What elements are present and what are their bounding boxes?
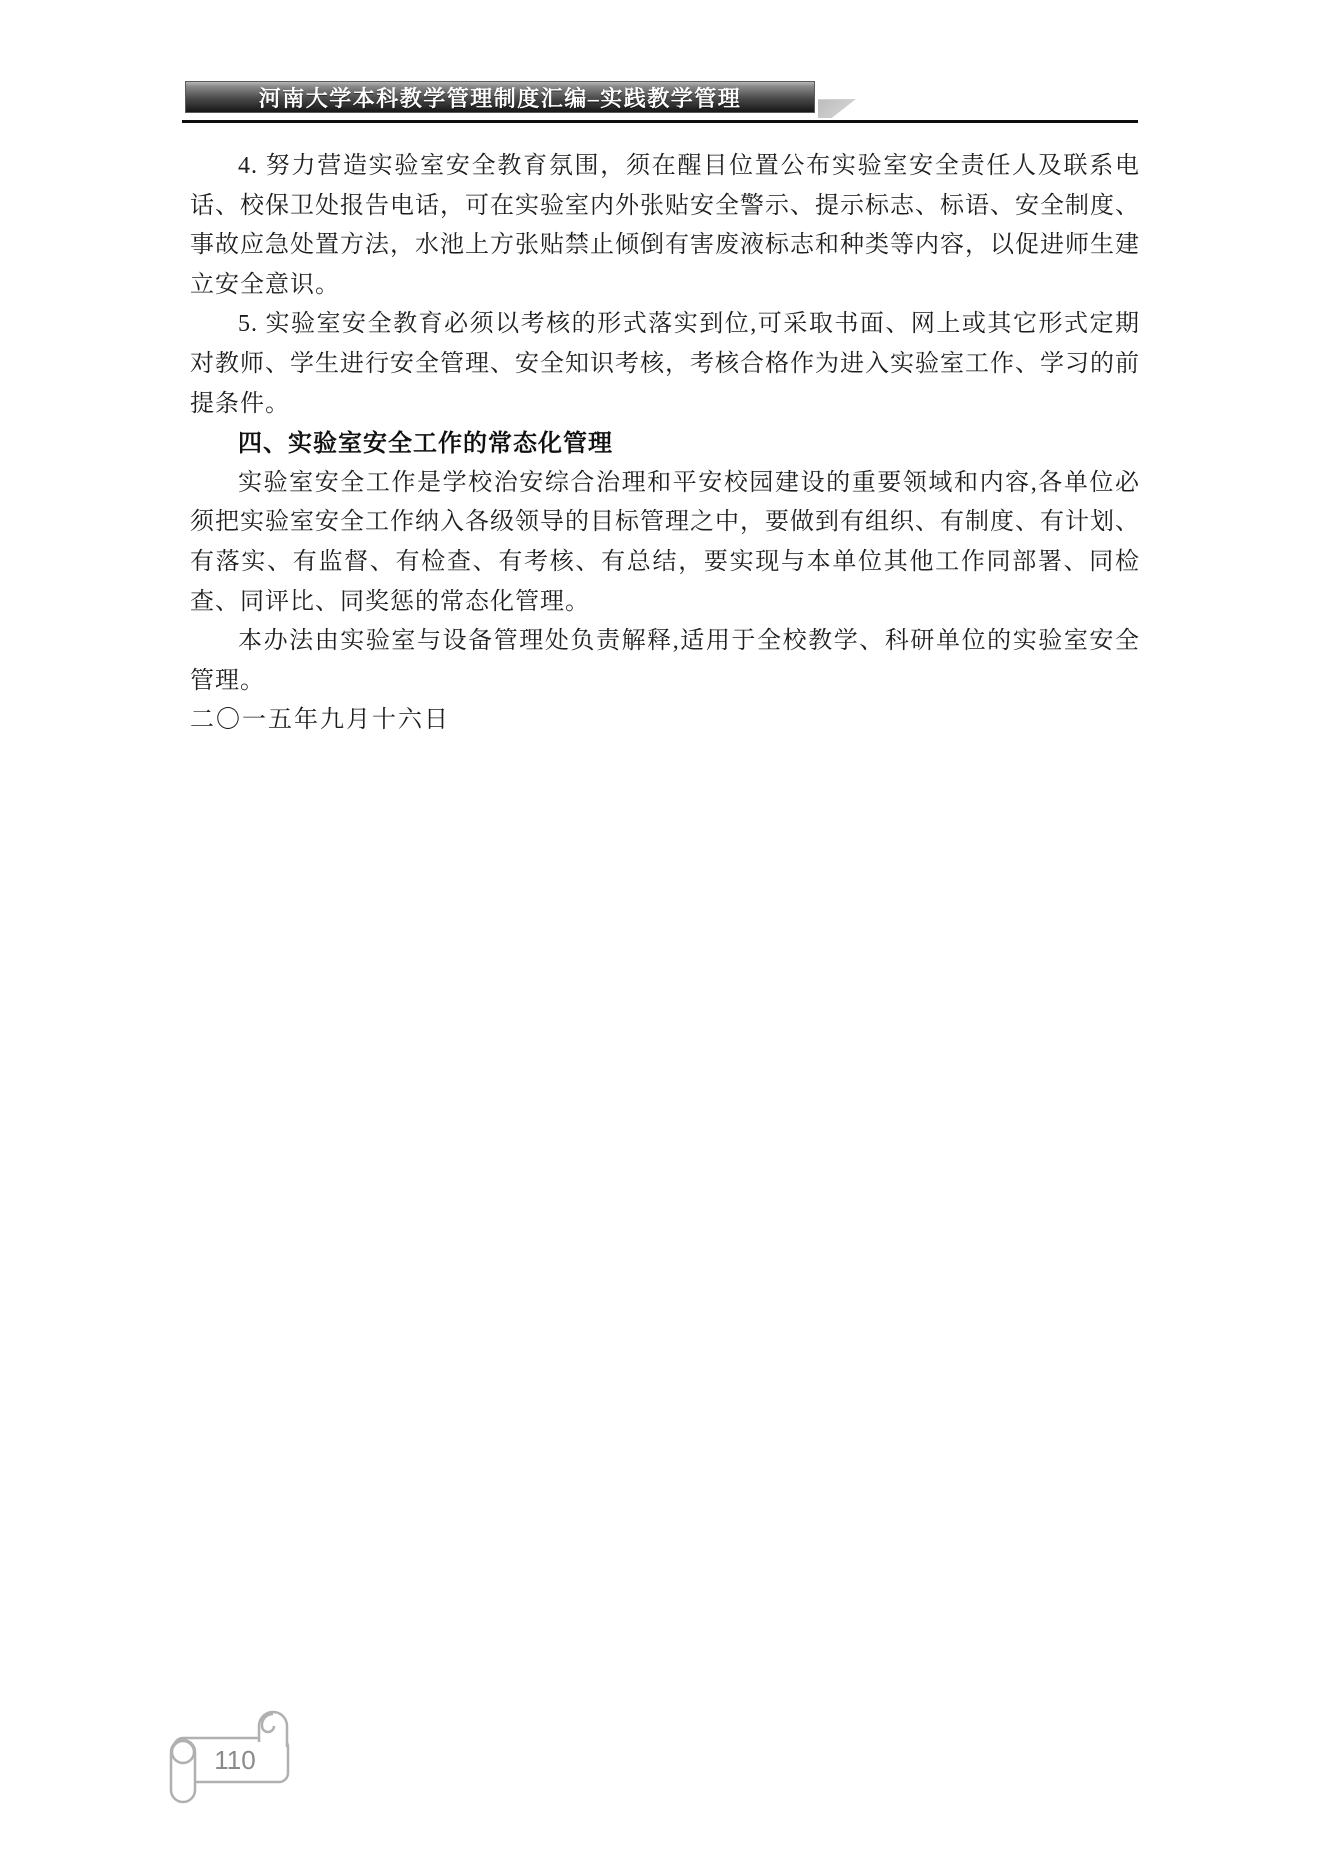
paragraph-closing: 本办法由实验室与设备管理处负责解释,适用于全校教学、科研单位的实验室安全管理。 xyxy=(190,628,1140,694)
header-banner xyxy=(185,81,815,113)
document-body xyxy=(190,147,1140,741)
section-heading: 四、实验室安全工作的常态化管理 xyxy=(238,430,613,458)
paragraph-item-5: 5. 实验室安全教育必须以考核的形式落实到位,可采取书面、网上或其它形式定期对教师、学生进行安全管理、安全知识考核，考核合格作为进入实验室工作、学习的前提条件。 xyxy=(190,311,1140,417)
header-divider xyxy=(182,120,1138,123)
paragraph-item-4: 4. 努力营造实验室安全教育氛围，须在醒目位置公布实验室安全责任人及联系电话、校保卫处报告电话，可在实验室内外张贴安全警示、提示标志、标语、安全制度、事故应急处置方法，水池上方张贴禁止倾倒有害废液标志和种类等内容，以促进师生建立安全意识。 xyxy=(190,153,1140,298)
page-number: 110 xyxy=(214,1745,256,1775)
issue-date: 二〇一五年九月十六日 xyxy=(190,707,450,734)
arrow-icon xyxy=(818,99,856,118)
paragraph-section-body: 实验室安全工作是学校治安综合治理和平安校园建设的重要领域和内容,各单位必须把实验室安全工作纳入各级领导的目标管理之中，要做到有组织、有制度、有计划、有落实、有监督、有检查、有考核、有总结，要实现与本单位其他工作同部署、同检查、同评比、同奖惩的常态化管理。 xyxy=(190,469,1140,615)
scroll-icon xyxy=(155,1705,315,1820)
scroll-left-curl xyxy=(172,1741,194,1763)
banner-title: 河南大学本科教学管理制度汇编–实践教学管理 xyxy=(258,85,742,111)
